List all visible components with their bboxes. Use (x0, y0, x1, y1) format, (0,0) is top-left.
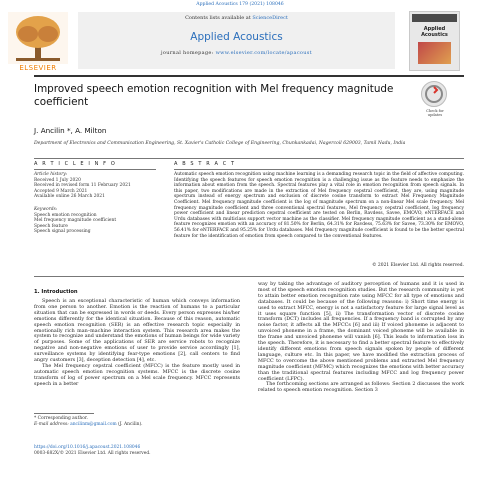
check-for-updates-button[interactable] (421, 81, 447, 117)
info-top-divider (34, 158, 464, 159)
paragraph: Speech is an exceptional characteristic of human which conveys information from one person to another. Emotion is the reaction of humans to a particular situation that can be expressed in words or deeds. Every person expresses his/her emotions differently for the identical situation. Because of this reason, automatic speech emotion recognition (SER) is an effective research topic especially in emotionally rich man–machine interaction system. This research area makes the system to recognize and understand the emotions of human beings for wide variety of purposes. Some of the applications of SER are service robots to recognize negative and non-negative emotions of user to provide service accordingly [1], surveillance systems by identifying fear-type emotions [2], call centers to find angry customers [3], deception detection [4], etc. (34, 298, 240, 364)
doi-block (34, 445, 234, 456)
keyword: Speech signal processing (34, 229, 91, 235)
section-heading-introduction: 1. Introduction (34, 289, 78, 295)
elsevier-tree-logo (8, 12, 68, 69)
corresponding-author-note: * Corresponding author. (34, 416, 88, 421)
cover-title: Applied Acoustics (421, 26, 448, 38)
homepage-prefix: journal homepage: (161, 50, 216, 56)
author-list: J. Ancilin *, A. Milton (34, 126, 107, 135)
keyword: Speech emotion recognition (34, 212, 97, 218)
footnote-divider (34, 413, 94, 414)
history-online: Available online 26 March 2021 (34, 194, 105, 200)
history-label: Article history: (34, 172, 68, 177)
citation-link[interactable]: Applied Acoustics 179 (2021) 108046 (196, 2, 284, 7)
check-updates-label: Check for updates (426, 109, 444, 117)
keyword: Speech feature (34, 223, 68, 229)
sciencedirect-link[interactable]: ScienceDirect (252, 15, 288, 21)
article-title: Improved speech emotion recognition with Mel frequency magnitude coefficient (34, 83, 394, 108)
check-updates-icon (422, 82, 446, 106)
author-affiliation: Department of Electronics and Communication Engineering, St. Xavier's Catholic College of Engineering, Chunkankadai, Nagercoil 629003, Tamil Nadu, India (34, 141, 406, 146)
email-line (34, 422, 234, 428)
email-link[interactable]: ancilinm@gmail.com (70, 421, 117, 427)
cover-header-bar (412, 14, 457, 22)
journal-cover-image (409, 11, 460, 71)
article-info-heading: A R T I C L E I N F O (34, 161, 117, 167)
paragraph: The forthcoming sections are arranged as follows: Section 2 discusses the work related to speech emotion recognition. Section 3 (258, 381, 464, 394)
contents-line (78, 15, 395, 21)
doi-link[interactable]: https://doi.org/10.1016/j.apacoust.2021.108046 (34, 445, 141, 450)
journal-banner (78, 12, 395, 69)
history-revised: Received in revised form 11 February 2021 (34, 183, 131, 189)
cover-artwork (418, 42, 451, 64)
abstract-heading: A B S T R A C T (174, 161, 236, 167)
history-received: Received 1 July 2020 (34, 177, 81, 183)
article-info (34, 172, 156, 235)
body-left-column (34, 299, 240, 388)
abstract-copyright: © 2021 Elsevier Ltd. All rights reserved. (372, 263, 464, 268)
paragraph: way by taking the advantage of auditory perception of humans and it is used in most of the speech emotion recognition studies. But the research community is yet to attain better emotion recognition rate using MFCC for all type of emotions and databases. It could be because of the following reasons: i) Short time energy is used to extract MFCC, energy is not a satisfactory feature for large signal level as it uses square function [5], ii) The transformation vector of discrete cosine transform (DCT) includes all frequencies. If a frequency band is corrupted by any noise factor, it affects all the MFCCs [6] and iii) If voiced phoneme is adjacent to unvoiced phoneme in a frame, the dominant voiced phoneme will be available in the frame and unvoiced phoneme will vanish [6]. This leads to information loss in the speech. Therefore, it is necessary to find a better spectral feature to effectively identify different emotions from speech signals spoken by people of different language, culture etc. In this paper, we have modified the extraction process of MFCC to overcome the above mentioned problems and extracted Mel frequency magnitude coefficient (MFMC) which recognizes the emotions with better accuracy than the traditional spectral features including MFCC and log frequency power coefficient (LFPC). (258, 281, 464, 382)
abstract-bottom-divider (34, 276, 464, 277)
footnote (34, 416, 234, 427)
keyword: Mel frequency magnitude coefficient (34, 218, 117, 224)
keywords-label: Keywords: (34, 206, 58, 212)
journal-homepage (78, 50, 395, 56)
email-suffix: (J. Ancilin). (116, 421, 143, 427)
homepage-link[interactable]: www.elsevier.com/locate/apacoust (215, 50, 312, 56)
history-accepted: Accepted 9 March 2021 (34, 188, 88, 194)
abstract-text: Automatic speech emotion recognition using machine learning is a demanding research topic in the field of affective computing. Identifying the speech features for speech emotion recognition is a challenging issue as the feature needs to emphasize the information about emotion from the speech. Spectral features play a vital role in emotion recognition from speech signals. In this paper, two modifications are made in the extraction of Mel frequency cepstral coefficient, they are, using magnitude spectrum instead of energy spectrum and exclusion of discrete cosine transform to extract Mel Frequency Magnitude Coefficient. Mel frequency magnitude coefficient is the log of magnitude spectrum on a non-linear Mel scale frequency. Mel frequency magnitude coefficient and three conventional spectral features, Mel frequency cepstral coefficient, log frequency power coefficient and linear prediction cepstral coefficient are tested on Berlin, Ravdess, Savee, EMOVO, eNTERFACE and Urdu databases with multiclass support vector machine as the classifier. Mel frequency magnitude coefficient as a stand-alone feature recognizes emotion with an accuracy of 81.50% for Berlin, 64.31% for Ravdess, 75.63% for Savee, 73.30% for EMOVO, 56.41% for eNTERFACE and 95.25% for Urdu databases. Mel frequency magnitude coefficient is found to be the better spectral feature for the identification of emotion from speech compared to the conventional features. (174, 172, 464, 239)
body-right-column (258, 282, 464, 394)
info-sub-divider (34, 169, 156, 170)
journal-title[interactable]: Applied Acoustics (190, 31, 283, 43)
header-divider (34, 75, 464, 77)
paragraph: The Mel frequency cepstral coefficient (MFCC) is the feature mostly used in automatic speech emotion recognition systems. MFCC is the discrete cosine transform of log of power spectrum on a Mel scale frequency. MFCC represents speech in a better (34, 362, 240, 387)
email-label: E-mail address: (34, 421, 71, 427)
publisher-name: ELSEVIER (19, 64, 57, 72)
abstract-sub-divider (174, 169, 464, 170)
contents-prefix: Contents lists available at (185, 15, 253, 21)
issn-line: 0003-682X/© 2021 Elsevier Ltd. All rights reserved. (34, 450, 151, 456)
